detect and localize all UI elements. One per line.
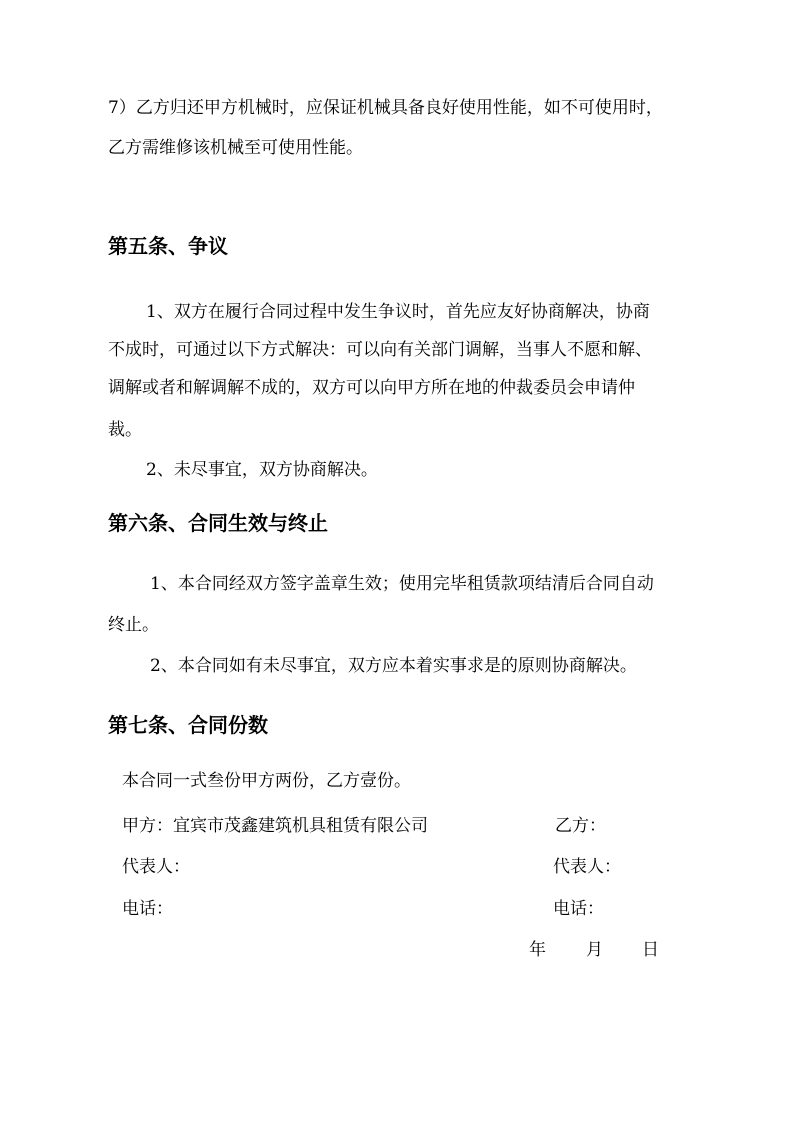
section5-p1-line3: 调解或者和解调解不成的，双方可以向甲方所在地的仲裁委员会申请仲 [108,378,635,398]
section5-p2: 2、未尽事宜，双方协商解决。 [146,460,378,480]
party-a-name: 甲方：宜宾市茂鑫建筑机具租赁有限公司 [122,816,428,836]
section7-copies: 本合同一式叁份甲方两份，乙方壹份。 [122,771,411,791]
section5-p1-line2: 不成时，可通过以下方式解决：可以向有关部门调解，当事人不愿和解、 [108,340,652,360]
section7-heading: 第七条、合同份数 [108,713,268,737]
section6-p1-line2: 终止。 [108,615,159,635]
date-day: 日 [642,940,659,960]
date-year: 年 [529,940,546,960]
section5-p1-line4: 裁。 [108,420,142,440]
party-a-representative: 代表人： [122,857,190,877]
section6-p2: 2、本合同如有未尽事宜，双方应本着实事求是的原则协商解决。 [150,656,637,676]
party-b-name: 乙方： [555,816,606,836]
section5-p1-line1: 1、双方在履行合同过程中发生争议时，首先应友好协商解决，协商 [146,302,650,322]
party-a-phone: 电话： [122,899,173,919]
party-b-phone: 电话： [553,899,604,919]
section6-p1-line1: 1、本合同经双方签字盖章生效；使用完毕租赁款项结清后合同自动 [150,574,654,594]
party-b-representative: 代表人： [553,857,621,877]
section5-heading: 第五条、争议 [108,234,228,258]
section6-heading: 第六条、合同生效与终止 [108,511,328,535]
clause4-item7-line1: 7）乙方归还甲方机械时，应保证机械具备良好使用性能，如不可使用时， [108,98,663,118]
clause4-item7-line2: 乙方需维修该机械至可使用性能。 [108,138,363,158]
date-month: 月 [586,940,603,960]
